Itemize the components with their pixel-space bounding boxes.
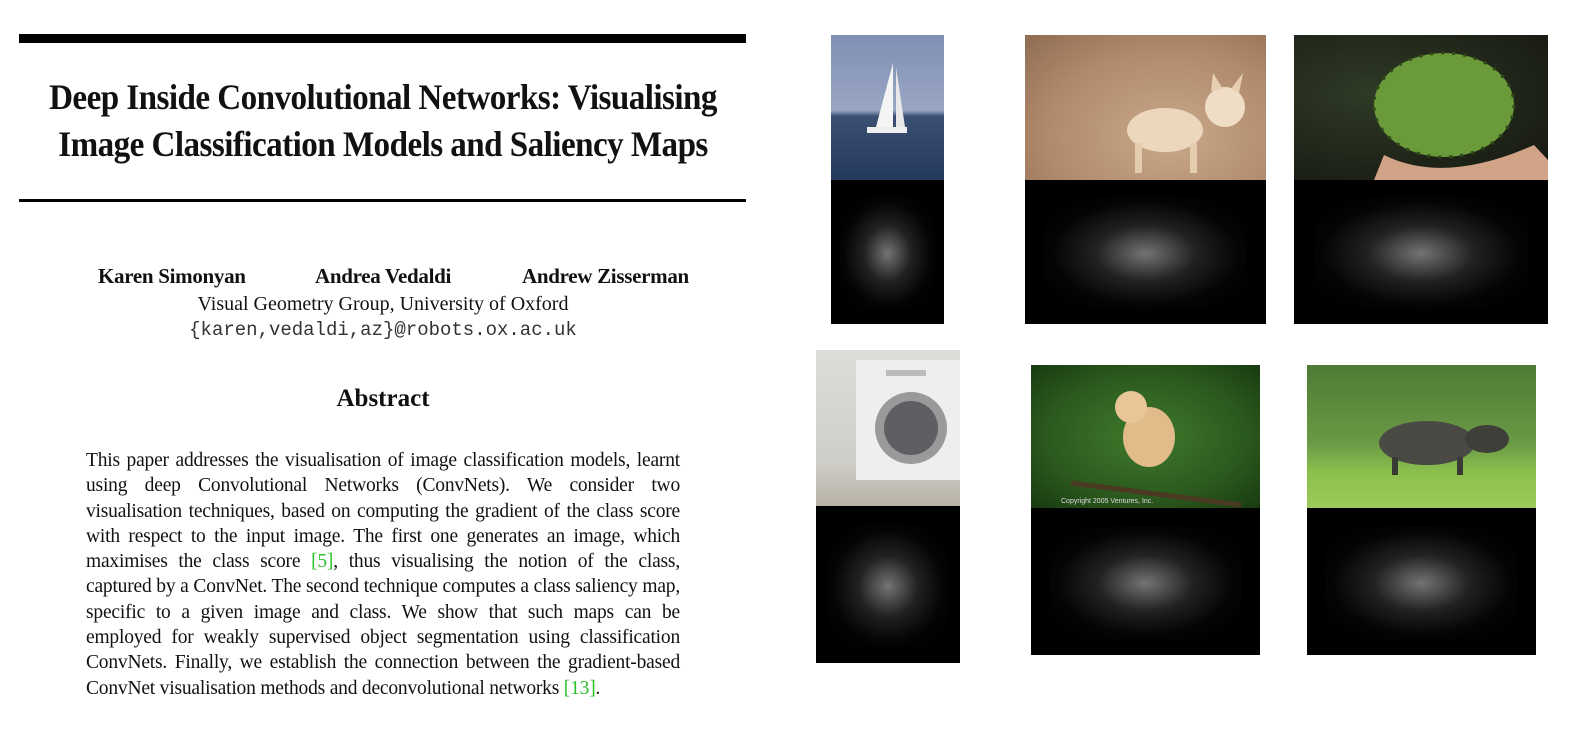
monkey-saliency-map [1031,508,1260,655]
abstract-text [86,448,680,701]
soursop-icon [1294,35,1548,180]
citation-13[interactable]: [13] [563,677,596,699]
figure-dog [1025,35,1266,324]
author-2: Andrea Vedaldi [315,264,452,288]
bottom-rule [19,199,746,202]
buffalo-saliency-map [1307,508,1536,655]
sailboat-icon [831,35,944,180]
top-rule [19,34,746,43]
washer-photo [816,350,960,506]
title-line-1: Deep Inside Convolutional Networks: Visualising [49,77,717,117]
author-3: Andrew Zisserman [522,264,689,288]
abstract-heading: Abstract [336,385,430,412]
figure-fruit [1294,35,1548,324]
monkey-icon [1031,365,1260,508]
figure-monkey [1031,365,1260,655]
figure-washer [816,350,960,663]
paper-title [49,74,717,168]
dog-icon [1025,35,1266,180]
dog-saliency-map [1025,180,1266,324]
figure-sailboat [831,35,944,324]
citation-5[interactable]: [5] [311,551,334,573]
buffalo-photo [1307,365,1536,508]
washing-machine-icon [816,350,960,506]
author-1: Karen Simonyan [98,264,246,288]
fruit-photo [1294,35,1548,180]
monkey-photo [1031,365,1260,508]
title-line-2: Image Classification Models and Saliency Maps [58,124,708,164]
washer-saliency-map [816,506,960,663]
affiliation: Visual Geometry Group, University of Oxford [197,293,569,315]
fruit-saliency-map [1294,180,1548,324]
sailboat-photo [831,35,944,180]
abstract-part-2: , thus visualising the notion of the class, captured by a ConvNet. The second technique computes a class saliency map, specific to a given image and class. We show that such maps can be employed for weakly supervised object segmentation using classification ConvNets. Finally, we establish the connection between the gradient-based ConvNet visualisation methods and deconvolutional networks [86,551,680,699]
abstract-part-1: This paper addresses the visualisation of image classification models, learnt using deep Convolutional Networks (ConvNets). We consider two visualisation techniques, based on computing the gradient of the class score with respect to the input image. The first one generates an image, which maximises the class score [86,450,680,573]
email: {karen,vedaldi,az}@robots.ox.ac.uk [189,319,577,341]
abstract-end: . [595,677,601,699]
sailboat-saliency-map [831,180,944,324]
dog-photo [1025,35,1266,180]
photo-caption: Copyright 2005 Ventures, Inc. [1061,498,1154,505]
figure-buffalo [1307,365,1536,655]
buffalo-icon [1307,365,1536,508]
